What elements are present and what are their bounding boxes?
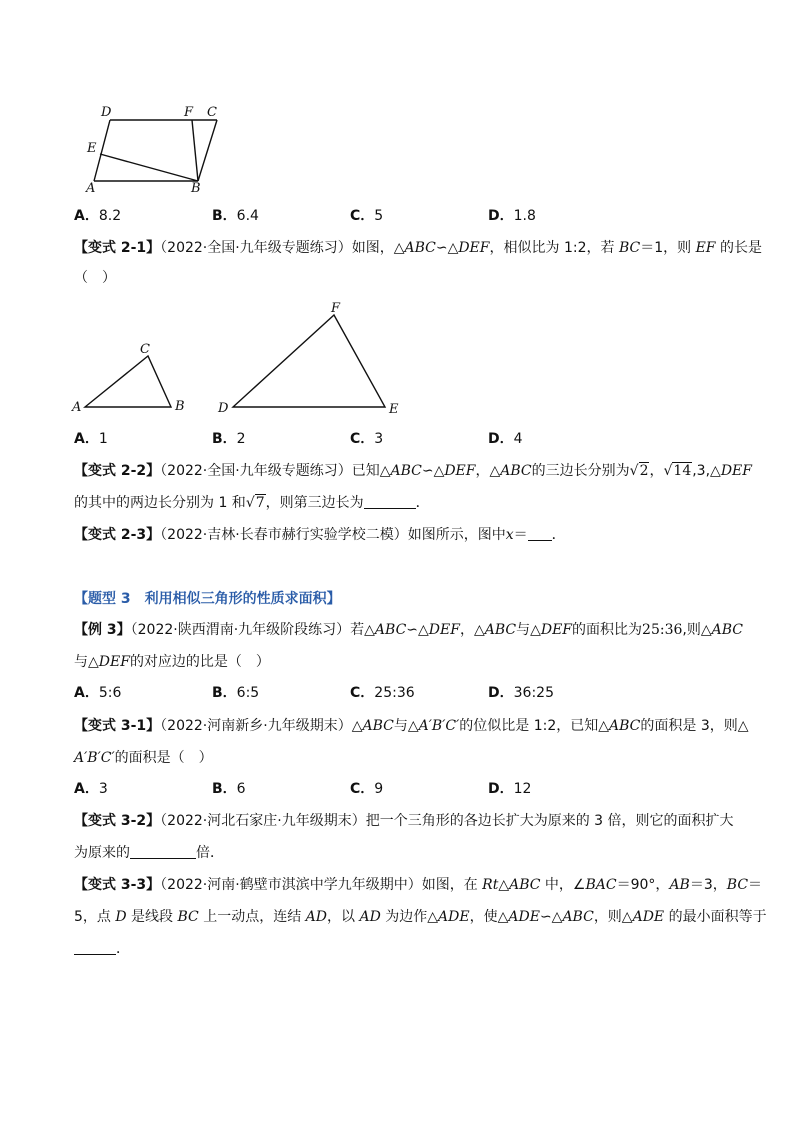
- question-source: （2022·陕西渭南·九年级阶段练习）: [130, 622, 351, 638]
- segment-fb: [192, 120, 198, 181]
- sqrt-7: √7: [245, 495, 265, 511]
- label-b: B: [191, 181, 201, 196]
- label-e: E: [389, 402, 399, 417]
- option-a[interactable]: A．8.2: [74, 208, 122, 224]
- answer-blank[interactable]: [528, 526, 552, 541]
- segment-eb: [100, 154, 198, 181]
- question-tag: 【变式 2-2】: [74, 463, 161, 479]
- question-3-1: 【变式 3-1】（2022·河南新乡·九年级期末）△ABC与△A′B′C′的位似比是 1:2，已知△ABC的面积是 3，则△: [74, 718, 749, 734]
- segment-bc: [198, 120, 217, 181]
- option-b[interactable]: B．2: [212, 431, 246, 447]
- label-a: A: [72, 400, 82, 415]
- question-source: （2022·河南新乡·九年级期末）: [160, 718, 352, 734]
- question-tag: 【变式 3-3】: [74, 877, 161, 893]
- label-f: F: [331, 301, 341, 316]
- figure-similar-triangles: [68, 298, 408, 420]
- question-2-2-line2: 的其中的两边长分别为 1 和√7，则第三边长为 ．: [74, 495, 430, 511]
- question-3-2: 【变式 3-2】（2022·河北石家庄·九年级期末）把一个三角形的各边长扩大为原来的 3 倍，则它的面积扩大: [74, 813, 734, 829]
- figure-parallelogram: [80, 100, 230, 200]
- option-c[interactable]: C．25:36: [350, 685, 415, 701]
- question-source: （2022·河北石家庄·九年级期末）: [160, 813, 366, 829]
- option-d[interactable]: D．1.8: [488, 208, 536, 224]
- label-b: B: [175, 399, 185, 414]
- question-source: （2022·吉林·长春市赫行实验学校二模）: [160, 527, 408, 543]
- option-d[interactable]: D．4: [488, 431, 523, 447]
- question-tag: 【变式 3-2】: [74, 813, 161, 829]
- question-2-3: 【变式 2-3】（2022·吉林·长春市赫行实验学校二模）如图所示，图中x＝ ．: [74, 527, 566, 543]
- answer-blank[interactable]: [74, 940, 116, 955]
- sqrt-14: √14: [663, 463, 692, 479]
- question-2-2: 【变式 2-2】（2022·全国·九年级专题练习）已知△ABC∽△DEF，△ABC的三边长分别为√2，√14,3,△DEF: [74, 463, 752, 479]
- option-c[interactable]: C．3: [350, 431, 384, 447]
- label-d: D: [218, 401, 229, 416]
- triangle-def: [233, 315, 385, 407]
- question-tag: 【例 3】: [74, 622, 131, 638]
- question-3-3-line2: 5，点 D 是线段 BC 上一动点，连结 AD，以 AD 为边作△ADE，使△ADE∽△ABC，则△ADE 的最小面积等于: [74, 909, 767, 925]
- option-c[interactable]: C．9: [350, 781, 384, 797]
- question-source: （2022·河南·鹤壁市淇滨中学九年级期中）: [160, 877, 422, 893]
- question-source: （2022·全国·九年级专题练习）: [160, 240, 352, 256]
- answer-blank[interactable]: [364, 494, 416, 509]
- label-d: D: [101, 105, 112, 120]
- question-2-1-paren: （ ）: [74, 270, 116, 286]
- option-d[interactable]: D．36:25: [488, 685, 554, 701]
- question-3-2-line2: 为原来的 倍．: [74, 845, 224, 861]
- option-a[interactable]: A．5:6: [74, 685, 122, 701]
- example-3: 【例 3】（2022·陕西渭南·九年级阶段练习）若△ABC∽△DEF，△ABC与△DEF的面积比为25:36,则△ABC: [74, 622, 743, 638]
- question-2-1: 【变式 2-1】（2022·全国·九年级专题练习）如图，△ABC∽△DEF，相似比为 1:2，若 BC＝1，则 EF 的长是: [74, 240, 762, 256]
- option-c[interactable]: C．5: [350, 208, 384, 224]
- option-b[interactable]: B．6.4: [212, 208, 259, 224]
- question-tag: 【变式 2-1】: [74, 240, 161, 256]
- label-f: F: [184, 105, 194, 120]
- question-tag: 【变式 3-1】: [74, 718, 161, 734]
- option-b[interactable]: B．6: [212, 781, 246, 797]
- question-tag: 【变式 2-3】: [74, 527, 161, 543]
- option-b[interactable]: B．6:5: [212, 685, 260, 701]
- question-source: （2022·全国·九年级专题练习）: [160, 463, 352, 479]
- example-3-line2: 与△DEF的对应边的比是（ ）: [74, 654, 270, 670]
- option-a[interactable]: A．3: [74, 781, 108, 797]
- question-3-1-line2: A′B′C′的面积是（ ）: [74, 750, 213, 766]
- triangle-abc: [85, 356, 171, 407]
- question-3-3-line3: ．: [74, 939, 130, 959]
- answer-blank[interactable]: [130, 844, 196, 859]
- sqrt-2: √2: [629, 463, 649, 479]
- label-c: C: [140, 342, 150, 357]
- option-a[interactable]: A．1: [74, 431, 108, 447]
- option-d[interactable]: D．12: [488, 781, 532, 797]
- section-heading: 【题型 3 利用相似三角形的性质求面积】: [74, 591, 341, 607]
- label-a: A: [86, 181, 96, 196]
- label-c: C: [207, 105, 217, 120]
- label-e: E: [87, 141, 97, 156]
- question-3-3: 【变式 3-3】（2022·河南·鹤壁市淇滨中学九年级期中）如图，在 Rt△ABC 中，∠BAC＝90°，AB＝3，BC＝: [74, 877, 763, 893]
